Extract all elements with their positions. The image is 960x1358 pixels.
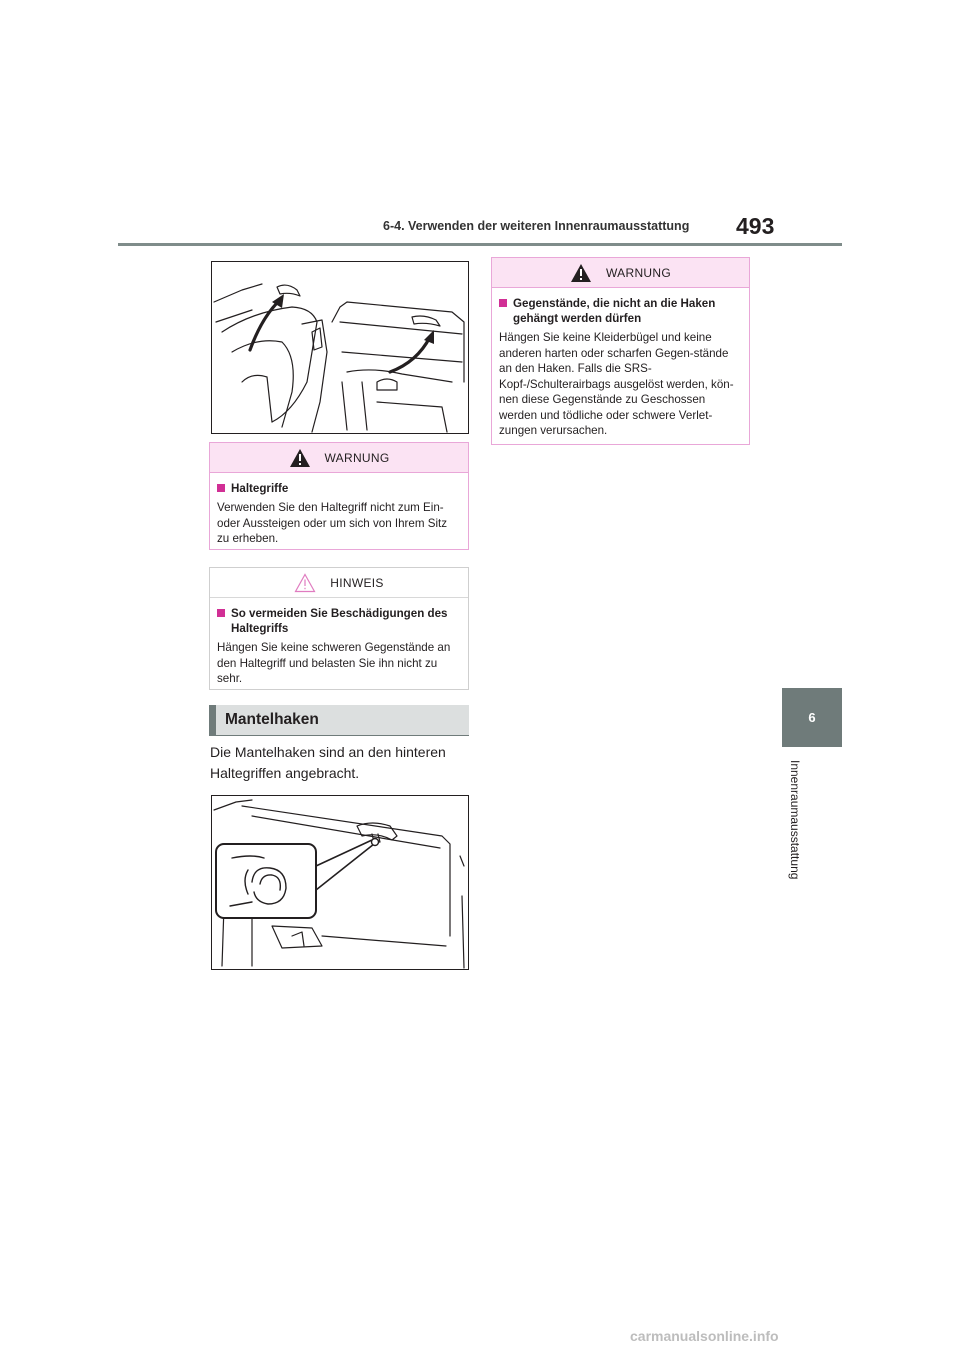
caution-triangle-icon xyxy=(294,573,316,593)
coat-hook-drawing xyxy=(212,796,468,969)
bullet-square-icon xyxy=(217,484,225,492)
section-heading-text: Mantelhaken xyxy=(225,711,319,728)
section-body-text: Die Mantelhaken sind an den hinteren Haltegriffen angebracht. xyxy=(210,744,446,781)
note-header xyxy=(210,568,468,598)
warning-item-title-text: Gegenstände, die nicht an die Haken gehängt werden dürfen xyxy=(513,297,716,325)
chapter-number: 6 xyxy=(808,710,816,725)
warning-item-title-text: Haltegriffe xyxy=(231,482,289,495)
note-item-title xyxy=(217,606,458,636)
warning-header xyxy=(210,443,468,473)
warning-item-text: Verwenden Sie den Haltegriff nicht zum Ein- oder Aussteigen oder um sich von Ihrem Sitz zu erheben. xyxy=(217,501,448,545)
warning-item-title xyxy=(499,296,739,326)
warning-box-coat-hooks xyxy=(491,257,750,445)
note-box-grab-handle-damage xyxy=(209,567,469,690)
warning-triangle-icon xyxy=(289,448,311,468)
note-label: HINWEIS xyxy=(330,575,384,590)
warning-item-text: Hängen Sie keine Kleiderbügel und keine anderen harten oder scharfen Gegen-stände an den Haken. Falls die SRS-Kopf-/Schulterairbags ausgelöst werden, kön-nen diese Gegenstände zu Geschossen werden und tödliche oder schwere Verlet-zungen verursachen. xyxy=(499,331,734,437)
coat-hook-illustration xyxy=(211,795,469,970)
warning-header xyxy=(492,258,749,288)
warning-label: WARNUNG xyxy=(606,265,671,280)
page-number: 493 xyxy=(736,213,775,239)
section-heading-coat-hooks xyxy=(209,705,469,736)
bullet-square-icon xyxy=(217,609,225,617)
warning-triangle-icon xyxy=(570,263,592,283)
note-item-title-text: So vermeiden Sie Beschädigungen des Haltegriffs xyxy=(231,607,448,635)
footer-watermark: carmanualsonline.info xyxy=(630,1328,779,1344)
chapter-tab xyxy=(782,688,842,747)
note-item-text: Hängen Sie keine schweren Gegenstände an den Haltegriff und belasten Sie ihn nicht zu sehr. xyxy=(217,641,451,685)
grab-handle-drawing xyxy=(212,262,468,433)
warning-box-grab-handles xyxy=(209,442,469,550)
section-title: 6-4. Verwenden der weiteren Innenraumausstattung xyxy=(383,219,690,233)
warning-label: WARNUNG xyxy=(324,450,390,465)
chapter-label: Innenraumausstattung xyxy=(788,760,802,880)
header-rule xyxy=(118,243,842,246)
bullet-square-icon xyxy=(499,299,507,307)
warning-item-title xyxy=(217,481,458,496)
grab-handle-illustration xyxy=(211,261,469,434)
